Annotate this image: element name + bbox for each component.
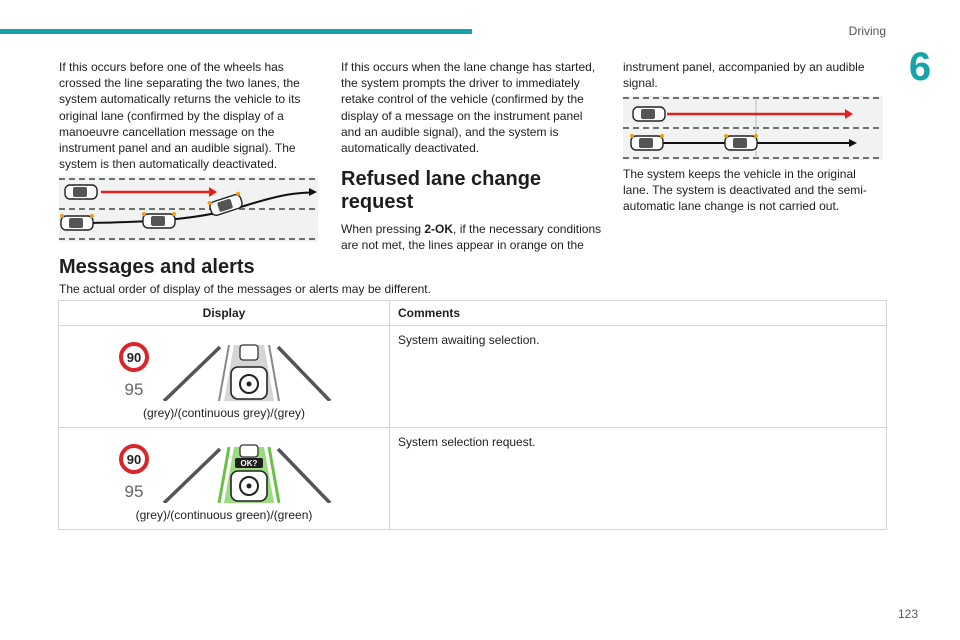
column-header-display: Display	[59, 301, 390, 326]
comment-cell: System awaiting selection.	[390, 326, 887, 428]
col2-paragraph-2: When pressing 2-OK, if the necessary conditions are not met, the lines appear in orange on the	[341, 222, 602, 253]
heading-refused-lane-change: Refused lane change request	[341, 168, 542, 214]
display-caption: (grey)/(continuous grey)/(grey)	[142, 406, 306, 420]
display-cell	[59, 428, 390, 530]
speed-limit-sign: 90	[126, 452, 142, 467]
figure-lane-return	[59, 176, 318, 242]
button-name-2-ok: 2-OK	[424, 222, 454, 237]
table-row	[59, 428, 887, 530]
chapter-number: 6	[908, 45, 932, 89]
display-cell	[59, 326, 390, 428]
column-3-lower	[623, 166, 885, 215]
table-row	[59, 326, 887, 428]
current-speed: 95	[124, 482, 144, 501]
display-caption: (grey)/(continuous green)/(green)	[135, 508, 313, 522]
page-number: 123	[897, 607, 918, 621]
figure-lane-refused	[623, 96, 883, 160]
column-2	[341, 59, 603, 254]
messages-note: The actual order of display of the messages or alerts may be different.	[59, 282, 431, 296]
column-3	[623, 59, 885, 91]
col1-paragraph: If this occurs before one of the wheels has crossed the line separating the two lanes, the system automatically returns the vehicle to its original lane (confirmed by the display of a manoeuvre cancellation message on the instrument panel and an audible signal). The system is then automatically deactivated.	[59, 60, 301, 172]
col3-paragraph-2: The system keeps the vehicle in the original lane. The system is deactivated and the semi-automatic lane change is not carried out.	[623, 167, 867, 214]
speed-limit-sign: 90	[126, 350, 142, 365]
current-speed: 95	[124, 380, 144, 399]
col2-paragraph: If this occurs when the lane change has started, the system prompts the driver to immediately retake control of the vehicle (confirmed by the display of a message on the instrument panel and an audible signal), and the system is automatically deactivated.	[341, 60, 596, 156]
lane-assist-green-icon	[118, 443, 333, 503]
messages-table	[58, 300, 887, 530]
table-header-row	[59, 301, 887, 326]
ok-prompt-label: OK?	[240, 459, 258, 468]
comment-cell: System selection request.	[390, 428, 887, 530]
column-header-comments: Comments	[390, 301, 887, 326]
header-accent-bar	[0, 29, 472, 34]
lane-assist-grey-icon	[118, 341, 333, 401]
col3-paragraph-1: instrument panel, accompanied by an audible signal.	[623, 60, 865, 91]
section-title: Driving	[848, 24, 886, 38]
heading-messages-alerts: Messages and alerts	[59, 256, 255, 278]
column-1	[59, 59, 309, 172]
